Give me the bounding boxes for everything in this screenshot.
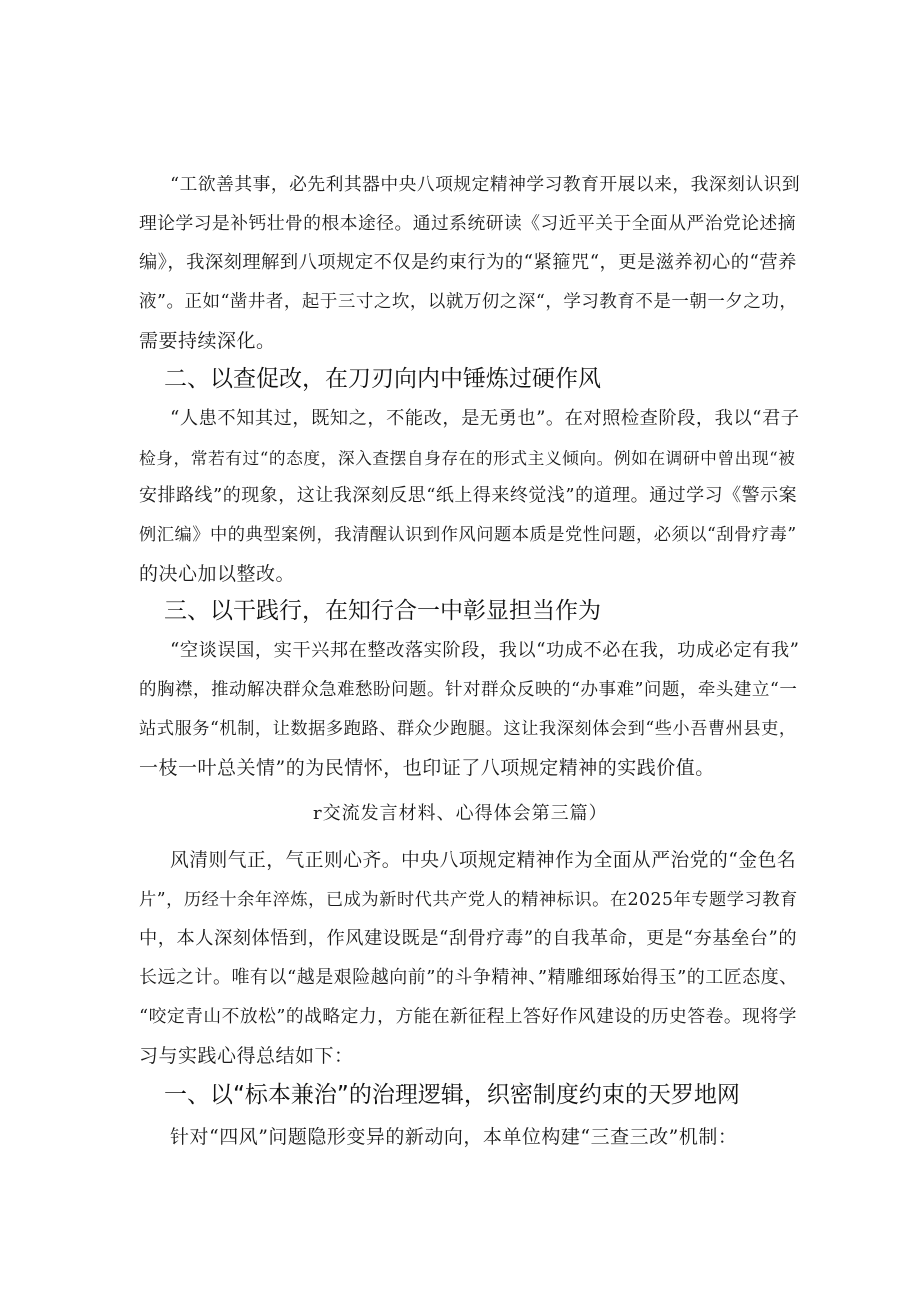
paragraph-line: 片”，历经十余年淬炼，已成为新时代共产党人的精神标识。在2025年专题学习教育 [139, 890, 798, 910]
paragraph-line: 中，本人深刻体悟到，作风建设既是“刮骨疗毒”的自我革命，更是“夯基垒台”的 [139, 928, 798, 949]
paragraph-line: “咬定青山不放松”的战略定力，方能在新征程上答好作风建设的历史答卷。现将学 [139, 1007, 797, 1027]
paragraph-line: 习与实践心得总结如下： [139, 1045, 354, 1067]
paragraph-line: 针对“四风”问题隐形变异的新动向，本单位构建“三查三改”机制： [170, 1126, 738, 1148]
paragraph-line: 检身，常若有过“的态度，深入查摆自身存在的形式主义倾向。例如在调研中曾出现“被 [139, 448, 796, 468]
paragraph-line: 需要持续深化。 [139, 330, 276, 352]
paragraph-line: 液”。正如“凿井者，起于三寸之坎，以就万仞之深“，学习教育不是一朝一夕之功， [139, 292, 798, 312]
section-heading: 三、以干践行，在知行合一中彰显担当作为 [164, 598, 601, 624]
paragraph-line: 长远之计。唯有以“越是艰险越向前”的斗争精神、”精雕细琢始得玉”的工匠态度、 [139, 967, 798, 988]
paragraph-line: 风清则气正，气正则心齐。中央八项规定精神作为全面从严治党的“金色名 [170, 850, 797, 871]
paragraph-line: 安排路线”的现象，这让我深刻反思“纸上得来终觉浅”的道理。通过学习《警示案 [139, 485, 798, 506]
paragraph-line: 站式服务“机制，让数据多跑路、群众少跑腿。这让我深刻体会到“些小吾曹州县吏， [139, 719, 797, 739]
article-subtitle: r交流发言材料、心得体会第三篇） [313, 803, 608, 824]
section-heading: 二、以查促改，在刀刃向内中锤炼过硬作风 [164, 366, 601, 392]
paragraph-line: “工欲善其事，必先利其器中央八项规定精神学习教育开展以来，我深刻认识到 [170, 175, 801, 195]
paragraph-line: 例汇编》中的典型案例，我清醒认识到作风问题本质是党性问题，必须以“刮骨疗毒” [139, 525, 797, 545]
paragraph-line: 的决心加以整改。 [139, 563, 296, 585]
paragraph-line: 一枝一叶总关情”的为民情怀，也印证了八项规定精神的实践价值。 [139, 757, 715, 779]
section-heading: 一、以“标本兼治”的治理逻辑，织密制度约束的天罗地网 [164, 1082, 740, 1108]
paragraph-line: 理论学习是补钙壮骨的根本途径。通过系统研读《习近平关于全面从严治党论述摘 [139, 214, 797, 234]
paragraph-line: 编》，我深刻理解到八项规定不仅是约束行为的“紧箍咒“，更是滋养初心的“营养 [139, 252, 797, 273]
paragraph-line: “人患不知其过，既知之，不能改，是无勇也”。在对照检查阶段，我以“君子 [170, 408, 800, 429]
paragraph-line: “空谈误国，实干兴邦在整改落实阶段，我以“功成不必在我，功成必定有我” [170, 640, 800, 661]
paragraph-line: 的胸襟，推动解决群众急难愁盼问题。针对群众反映的“办事难”问题，牵头建立“一 [139, 680, 798, 700]
